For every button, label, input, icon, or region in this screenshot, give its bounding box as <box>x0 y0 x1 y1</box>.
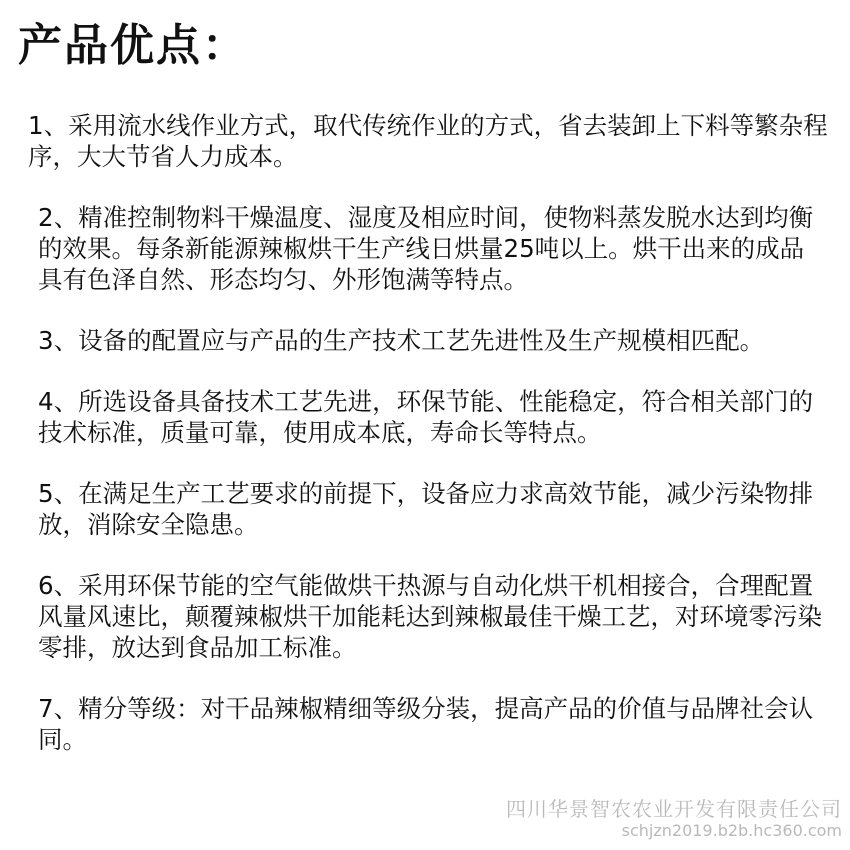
watermark-url: schjzn2019.b2b.hc360.com <box>621 821 842 840</box>
list-item-2: 2、精准控制物料干燥温度、湿度及相应时间，使物料蒸发脱水达到均衡的效果。每条新能源辣椒烘干生产线日烘量25吨以上。烘干出来的成品具有色泽自然、形态均匀、外形饱满等特点。 <box>38 203 814 294</box>
list-item-7: 7、精分等级：对干品辣椒精细等级分装，提高产品的价值与品牌社会认同。 <box>38 694 814 754</box>
list-item-1: 1、采用流水线作业方式，取代传统作业的方式，省去装卸上下料等繁杂程序，大大节省人力成本。 <box>28 111 828 171</box>
list-item-5: 5、在满足生产工艺要求的前提下，设备应力求高效节能，减少污染物排放，消除安全隐患。 <box>38 479 814 539</box>
list-item-4: 4、所选设备具备技术工艺先进，环保节能、性能稳定，符合相关部门的技术标准，质量可靠，使用成本底，寿命长等特点。 <box>38 387 814 447</box>
watermark-company: 四川华景智农农业开发有限责任公司 <box>506 797 842 821</box>
list-item-6: 6、采用环保节能的空气能做烘干热源与自动化烘干机相接合，合理配置风量风速比，颠覆辣椒烘干加能耗达到辣椒最佳干燥工艺，对环境零污染零排，放达到食品加工标准。 <box>38 571 822 662</box>
page-title: 产品优点： <box>18 20 248 71</box>
list-item-3: 3、设备的配置应与产品的生产技术工艺先进性及生产规模相匹配。 <box>38 326 765 355</box>
advantages-list <box>28 110 828 785</box>
watermark <box>506 798 842 842</box>
